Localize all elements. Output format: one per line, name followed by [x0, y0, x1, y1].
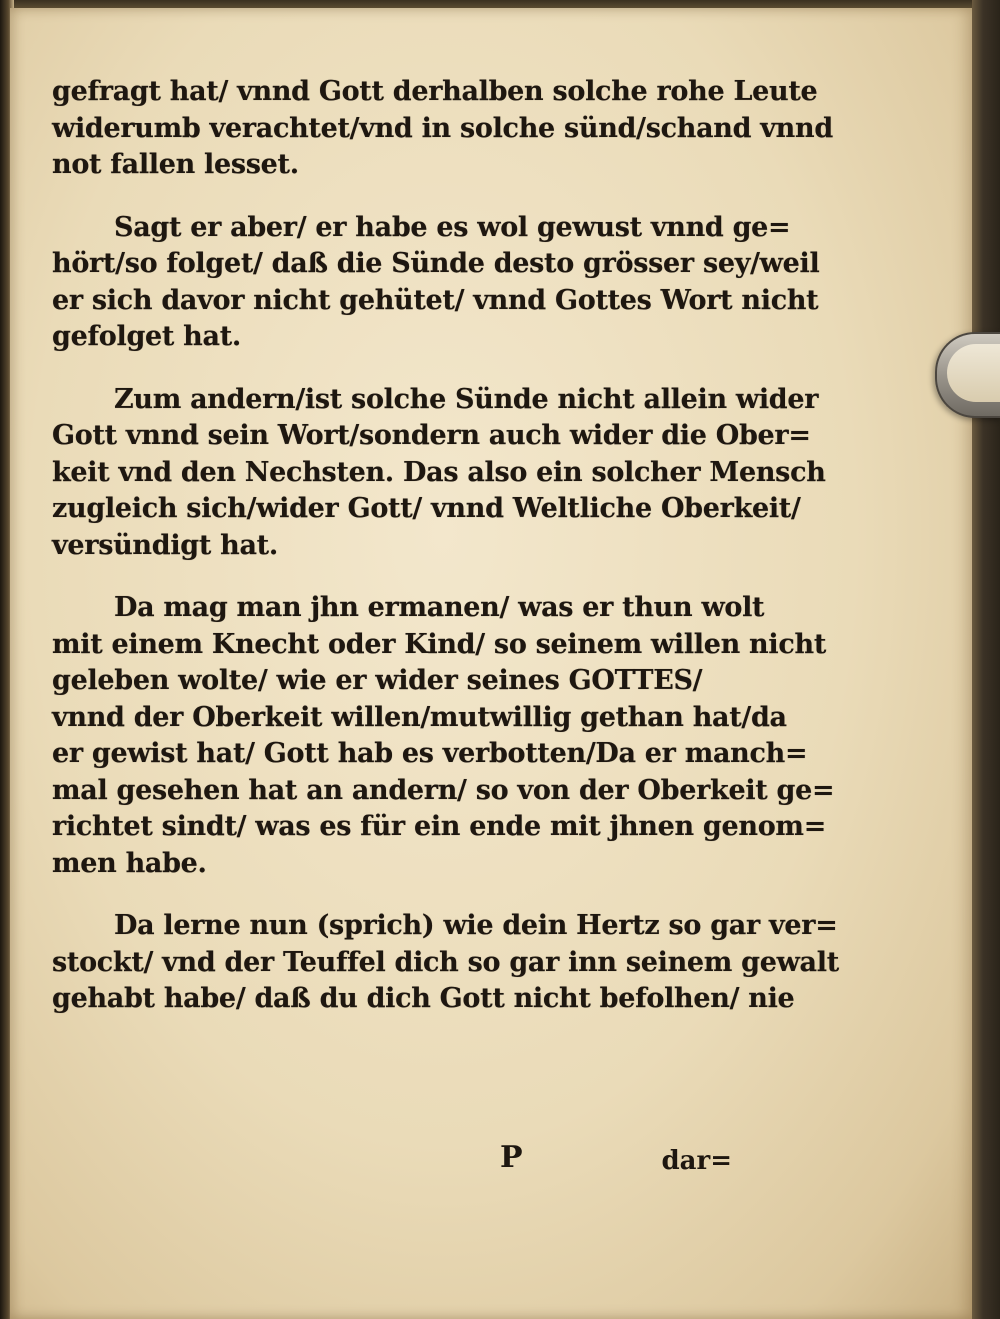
text-line: stockt/ vnd der Teuffel dich so gar inn seinem gewalt: [52, 946, 839, 978]
book-right-edge: [972, 0, 1000, 1319]
paragraph-1: [52, 74, 833, 184]
catchword: dar=: [661, 1146, 732, 1176]
text-line: er sich davor nicht gehütet/ vnnd Gottes Wort nicht: [52, 284, 819, 316]
paragraph-3: [52, 382, 826, 565]
text-line: vnnd der Oberkeit willen/mutwillig gethan hat/da: [52, 701, 787, 733]
text-line: Zum andern/ist solche Sünde nicht allein wider: [114, 383, 819, 415]
book-clasp-inner: [947, 344, 1000, 402]
text-line: gehabt habe/ daß du dich Gott nicht befolhen/ nie: [52, 983, 795, 1014]
signature-mark: P: [500, 1140, 523, 1175]
text-line: mal gesehen hat an andern/ so von der Oberkeit ge=: [52, 774, 835, 806]
text-line: not fallen lesset.: [52, 149, 299, 180]
text-line: Gott vnnd sein Wort/sondern auch wider die Ober=: [52, 420, 811, 451]
text-line: richtet sindt/ was es für ein ende mit jhnen genom=: [52, 811, 827, 842]
text-line: Da lerne nun (sprich) wie dein Hertz so gar ver=: [114, 910, 838, 941]
text-line: Sagt er aber/ er habe es wol gewust vnnd ge=: [114, 211, 791, 243]
text-line: hört/so folget/ daß die Sünde desto grösser sey/weil: [52, 248, 820, 279]
paragraph-4: [52, 590, 835, 882]
text-line: Da mag man jhn ermanen/ was er thun wolt: [114, 592, 765, 623]
page-text: [52, 74, 839, 1044]
text-line: versündigt hat.: [52, 529, 278, 561]
text-line: men habe.: [52, 847, 207, 879]
text-line: mit einem Knecht oder Kind/ so seinem willen nicht: [52, 628, 826, 660]
text-line: widerumb verachtet/vnd in solche sünd/schand vnnd: [52, 112, 833, 144]
page-footer: [500, 1140, 740, 1180]
text-line: geleben wolte/ wie er wider seines GOTTES/: [52, 665, 703, 696]
paragraph-5: [52, 908, 839, 1018]
paragraph-2: [52, 210, 820, 356]
text-line: keit vnd den Nechsten. Das also ein solcher Mensch: [52, 456, 826, 488]
text-line: gefragt hat/ vnnd Gott derhalben solche rohe Leute: [52, 76, 818, 107]
text-line: zugleich sich/wider Gott/ vnnd Weltliche Oberkeit/: [52, 493, 801, 524]
text-line: er gewist hat/ Gott hab es verbotten/Da er manch=: [52, 738, 808, 769]
book-clasp: [935, 332, 1000, 418]
text-line: gefolget hat.: [52, 321, 241, 352]
